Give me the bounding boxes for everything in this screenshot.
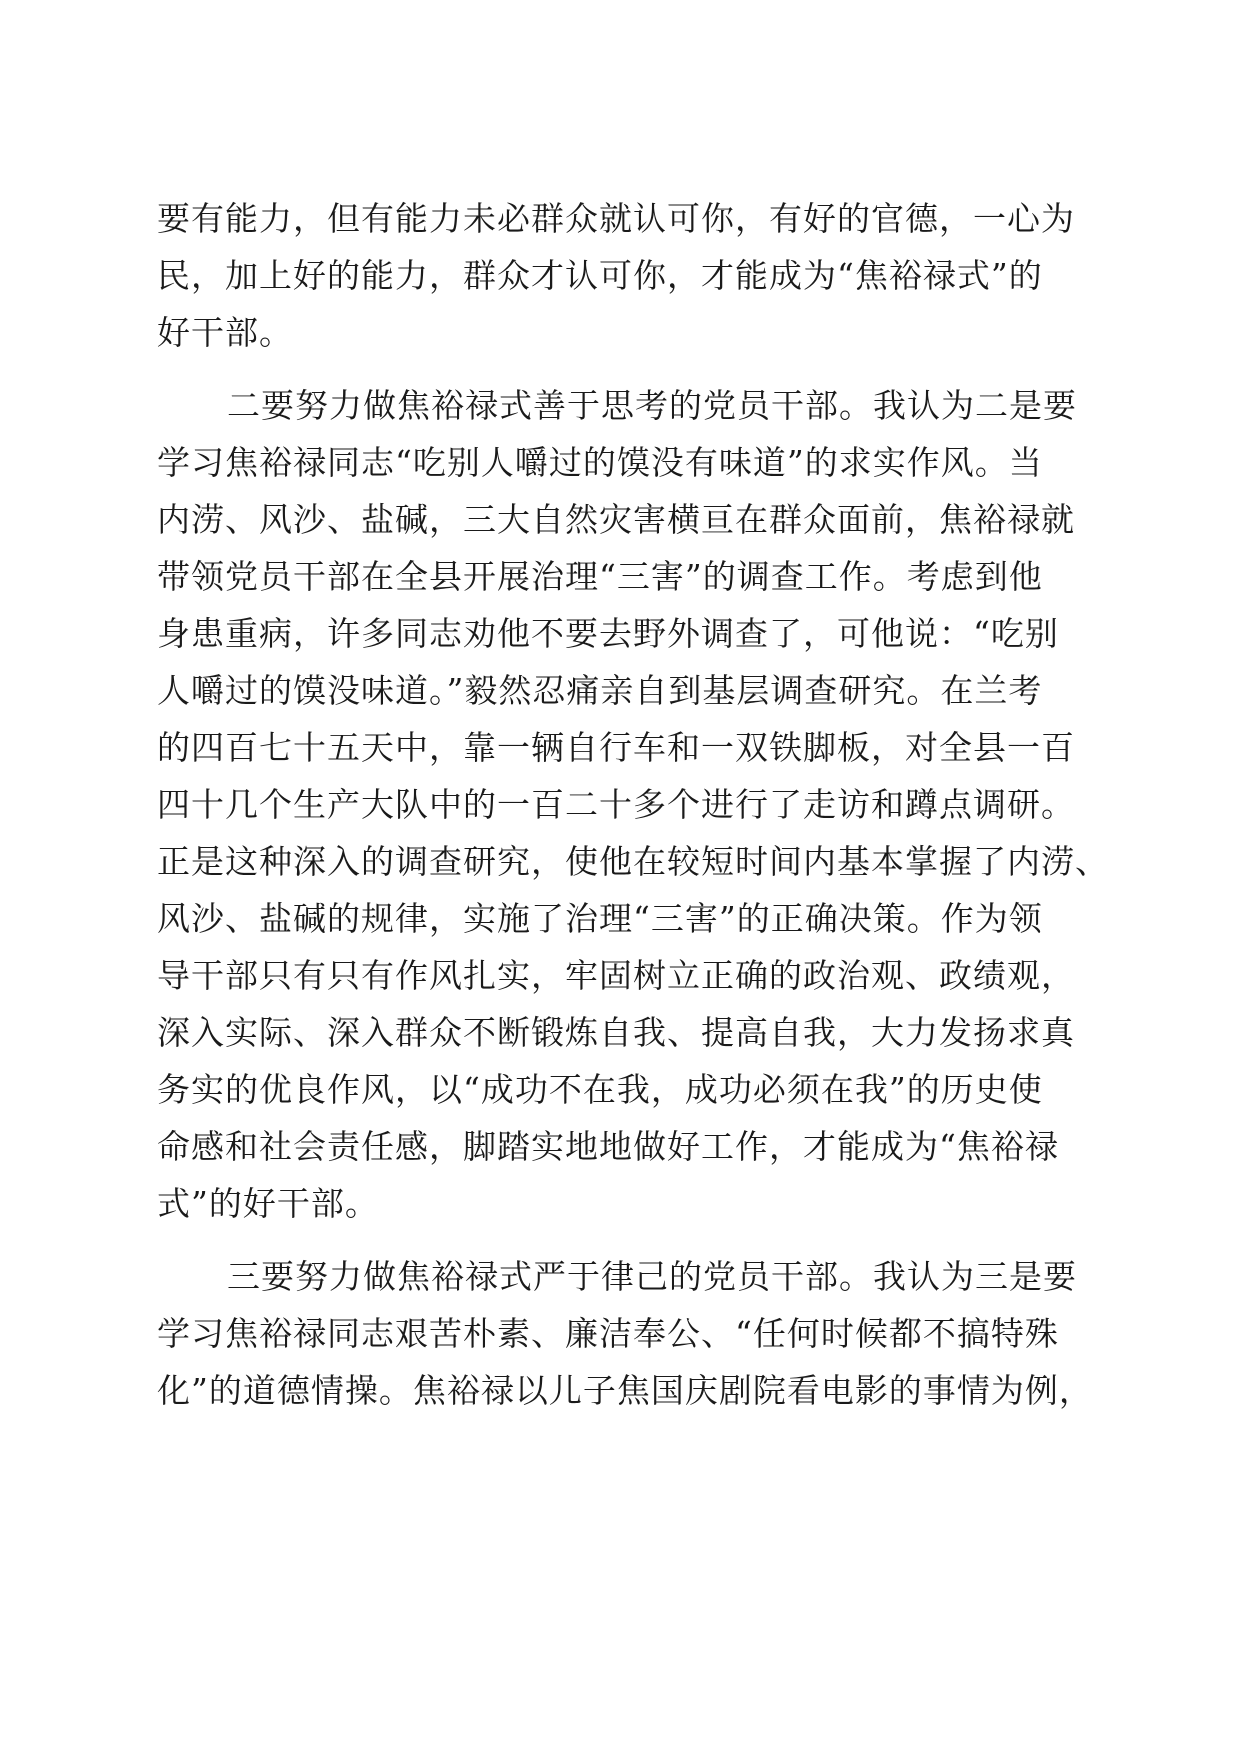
paragraph-3 [157,1248,1092,1419]
text-line: 命感和社会责任感，脚踏实地地做好工作，才能成为“焦裕禄 [157,1127,1059,1166]
text-line: 深入实际、深入群众不断锻炼自我、提高自我，大力发扬求真 [157,1013,1075,1052]
text-line: 学习焦裕禄同志艰苦朴素、廉洁奉公、“任何时候都不搞特殊 [157,1314,1059,1353]
text-line: 三要努力做焦裕禄式严于律己的党员干部。我认为三是要 [227,1257,1077,1296]
text-line: 导干部只有只有作风扎实，牢固树立正确的政治观、政绩观， [157,956,1075,995]
text-line: 四十几个生产大队中的一百二十多个进行了走访和蹲点调研。 [157,785,1075,824]
text-line: 身患重病，许多同志劝他不要去野外调查了，可他说：“吃别 [157,614,1059,653]
text-line: 好干部。 [157,313,293,352]
text-line: 务实的优良作风，以“成功不在我，成功必须在我”的历史使 [157,1070,1043,1109]
paragraph-spacing [157,1232,1092,1248]
text-line: 带领党员干部在全县开展治理“三害”的调查工作。考虑到他 [157,557,1043,596]
text-line: 化”的道德情操。焦裕禄以儿子焦国庆剧院看电影的事情为例， [157,1371,1093,1410]
text-line: 式”的好干部。 [157,1184,379,1223]
text-line: 内涝、风沙、盐碱，三大自然灾害横亘在群众面前，焦裕禄就 [157,500,1075,539]
text-line: 要有能力，但有能力未必群众就认可你，有好的官德，一心为 [157,199,1075,238]
paragraph-2 [157,377,1109,1232]
paragraph-1-tail [157,190,1092,361]
text-line: 民，加上好的能力，群众才认可你，才能成为“焦裕禄式”的 [157,256,1043,295]
text-line: 正是这种深入的调查研究，使他在较短时间内基本掌握了内涝、 [157,842,1109,881]
text-line: 二要努力做焦裕禄式善于思考的党员干部。我认为二是要 [227,386,1077,425]
text-line: 人嚼过的馍没味道。”毅然忍痛亲自到基层调查研究。在兰考 [157,671,1043,710]
text-line: 的四百七十五天中，靠一辆自行车和一双铁脚板，对全县一百 [157,728,1075,767]
text-line: 学习焦裕禄同志“吃别人嚼过的馍没有味道”的求实作风。当 [157,443,1043,482]
text-line: 风沙、盐碱的规律，实施了治理“三害”的正确决策。作为领 [157,899,1043,938]
paragraph-spacing [157,361,1092,377]
body-text [157,190,1109,1419]
